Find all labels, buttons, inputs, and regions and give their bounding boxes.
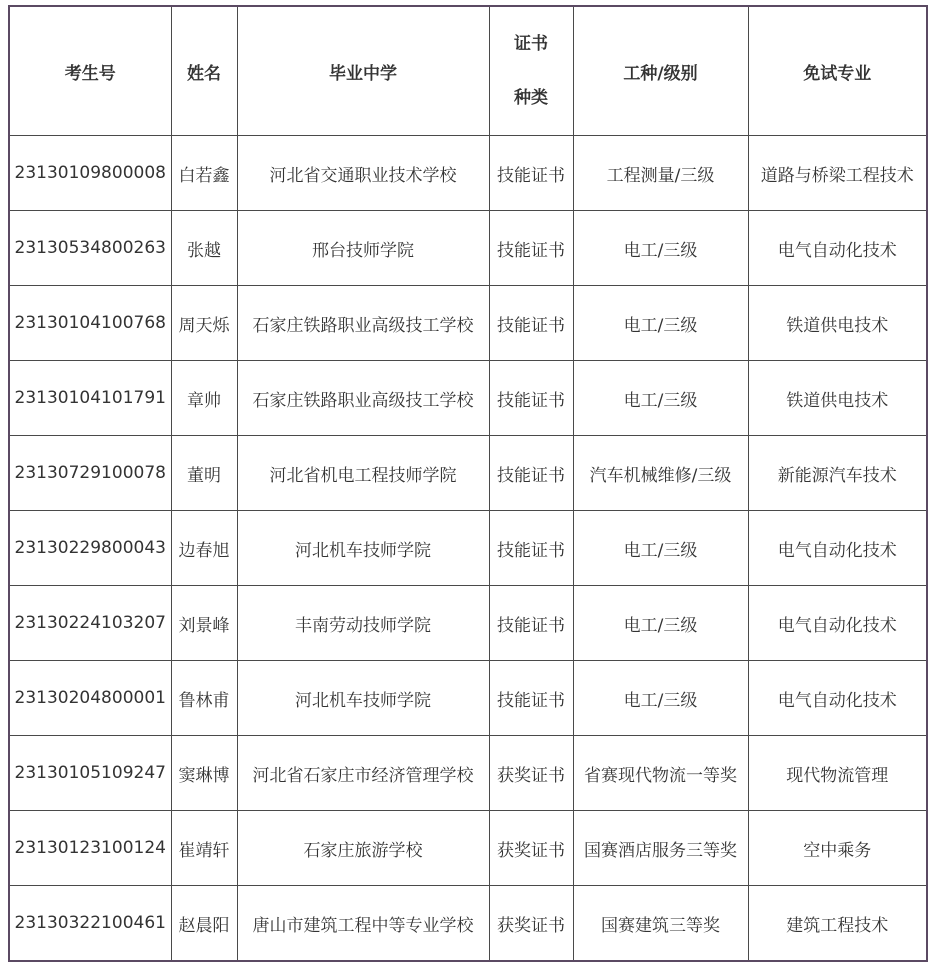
cell-trade-level: 电工/三级	[573, 586, 748, 661]
cell-school: 河北省机电工程技师学院	[237, 436, 489, 511]
cell-exam-no: 23130105109247	[9, 736, 171, 811]
cell-exempt-major: 现代物流管理	[748, 736, 927, 811]
table-row	[9, 436, 927, 511]
table-row	[9, 886, 927, 962]
cell-name: 边春旭	[171, 511, 237, 586]
cell-trade-level: 电工/三级	[573, 661, 748, 736]
cell-exam-no: 23130229800043	[9, 511, 171, 586]
table-row	[9, 736, 927, 811]
cell-name: 赵晨阳	[171, 886, 237, 962]
header-exempt-major: 免试专业	[748, 6, 927, 136]
header-cert-type-line2: 种类	[514, 88, 548, 108]
cell-trade-level: 省赛现代物流一等奖	[573, 736, 748, 811]
cell-cert-type: 获奖证书	[489, 811, 573, 886]
header-exam-no: 考生号	[9, 6, 171, 136]
cell-trade-level: 国赛建筑三等奖	[573, 886, 748, 962]
header-trade-level: 工种/级别	[573, 6, 748, 136]
cell-cert-type: 技能证书	[489, 361, 573, 436]
cell-school: 邢台技师学院	[237, 211, 489, 286]
cell-exempt-major: 道路与桥梁工程技术	[748, 136, 927, 211]
cell-trade-level: 电工/三级	[573, 511, 748, 586]
cell-exam-no: 23130123100124	[9, 811, 171, 886]
header-name: 姓名	[171, 6, 237, 136]
cell-name: 崔靖轩	[171, 811, 237, 886]
cell-school: 石家庄铁路职业高级技工学校	[237, 361, 489, 436]
header-cert-type	[489, 6, 573, 136]
table-row	[9, 136, 927, 211]
cell-trade-level: 国赛酒店服务三等奖	[573, 811, 748, 886]
table-row	[9, 661, 927, 736]
cell-cert-type: 技能证书	[489, 511, 573, 586]
cell-trade-level: 汽车机械维修/三级	[573, 436, 748, 511]
table-header-row	[9, 6, 927, 136]
cell-name: 章帅	[171, 361, 237, 436]
cell-exempt-major: 电气自动化技术	[748, 661, 927, 736]
cell-name: 白若鑫	[171, 136, 237, 211]
exemption-table	[8, 5, 928, 962]
cell-exempt-major: 建筑工程技术	[748, 886, 927, 962]
table-row	[9, 811, 927, 886]
cell-exam-no: 23130204800001	[9, 661, 171, 736]
cell-exam-no: 23130224103207	[9, 586, 171, 661]
table-row	[9, 211, 927, 286]
cell-school: 河北省交通职业技术学校	[237, 136, 489, 211]
cell-name: 董明	[171, 436, 237, 511]
header-school: 毕业中学	[237, 6, 489, 136]
cell-school: 丰南劳动技师学院	[237, 586, 489, 661]
cell-exam-no: 23130104100768	[9, 286, 171, 361]
table-row	[9, 286, 927, 361]
cell-exempt-major: 电气自动化技术	[748, 211, 927, 286]
cell-exempt-major: 铁道供电技术	[748, 361, 927, 436]
cell-school: 石家庄铁路职业高级技工学校	[237, 286, 489, 361]
cell-name: 周天烁	[171, 286, 237, 361]
cell-trade-level: 电工/三级	[573, 361, 748, 436]
cell-exam-no: 23130534800263	[9, 211, 171, 286]
table-row	[9, 361, 927, 436]
cell-name: 鲁林甫	[171, 661, 237, 736]
cell-name: 张越	[171, 211, 237, 286]
cell-name: 刘景峰	[171, 586, 237, 661]
cell-exempt-major: 铁道供电技术	[748, 286, 927, 361]
cell-exam-no: 23130109800008	[9, 136, 171, 211]
cell-school: 唐山市建筑工程中等专业学校	[237, 886, 489, 962]
cell-exempt-major: 新能源汽车技术	[748, 436, 927, 511]
cell-cert-type: 技能证书	[489, 586, 573, 661]
cell-school: 石家庄旅游学校	[237, 811, 489, 886]
cell-exempt-major: 电气自动化技术	[748, 586, 927, 661]
cell-cert-type: 技能证书	[489, 286, 573, 361]
cell-exam-no: 23130322100461	[9, 886, 171, 962]
cell-school: 河北机车技师学院	[237, 661, 489, 736]
table-row	[9, 586, 927, 661]
cell-exempt-major: 空中乘务	[748, 811, 927, 886]
table-row	[9, 511, 927, 586]
cell-exam-no: 23130104101791	[9, 361, 171, 436]
cell-school: 河北机车技师学院	[237, 511, 489, 586]
cell-trade-level: 电工/三级	[573, 286, 748, 361]
cell-name: 窦琳博	[171, 736, 237, 811]
cell-cert-type: 技能证书	[489, 211, 573, 286]
cell-cert-type: 获奖证书	[489, 736, 573, 811]
cell-exam-no: 23130729100078	[9, 436, 171, 511]
cell-trade-level: 电工/三级	[573, 211, 748, 286]
cell-school: 河北省石家庄市经济管理学校	[237, 736, 489, 811]
header-cert-type-line1: 证书	[514, 34, 548, 54]
cell-exempt-major: 电气自动化技术	[748, 511, 927, 586]
cell-cert-type: 技能证书	[489, 136, 573, 211]
cell-cert-type: 技能证书	[489, 661, 573, 736]
cell-cert-type: 技能证书	[489, 436, 573, 511]
cell-trade-level: 工程测量/三级	[573, 136, 748, 211]
cell-cert-type: 获奖证书	[489, 886, 573, 962]
